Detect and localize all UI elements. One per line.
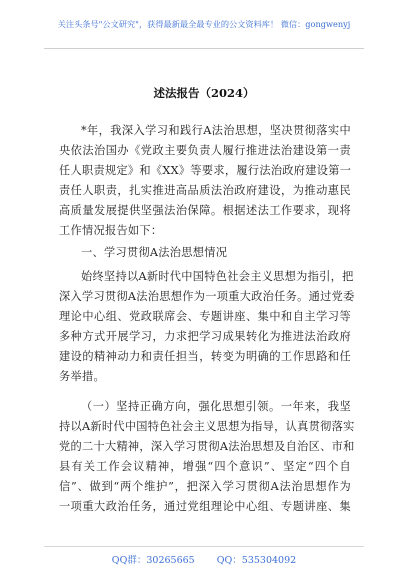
- body-line: 信”、做到“两个维护”，把深入学习贯彻A法治思想作为: [59, 480, 351, 493]
- footer-qq-group: QQ群：30265665: [111, 555, 195, 566]
- footer-contact: [0, 552, 408, 566]
- body-line: 县有关工作会议精神，增强“四个意识”、坚定“四个自: [59, 460, 351, 473]
- body-line: 高质量发展提供坚强法治保障。根据述法工作要求，现将: [59, 204, 351, 217]
- document-title: 述法报告（2024）: [153, 86, 255, 100]
- body-line: 多种方式开展学习，力求把学习成果转化为推进法治政府: [59, 330, 351, 343]
- body-line: 工作情况报告如下：: [59, 224, 163, 237]
- body-line: 持以A新时代中国特色社会主义思想为指导，认真贯彻落实: [59, 420, 355, 433]
- body-line: *年，我深入学习和践行A法治思想，坚决贯彻落实中: [81, 124, 351, 137]
- body-line: 深入学习贯彻A法治思想作为一项重大政治任务。通过党委: [59, 290, 355, 303]
- body-line: 理论中心组、党政联席会、专题讲座、集中和自主学习等: [59, 310, 351, 323]
- body-line: 党的二十大精神，深入学习贯彻A法治思想及自治区、市和: [59, 440, 355, 453]
- header-divider: [44, 48, 364, 49]
- body-line: 始终坚持以A新时代中国特色社会主义思想为指引，把: [81, 270, 354, 283]
- body-line: 任人职责规定》和《XX》等要求，履行法治政府建设第一: [59, 164, 352, 177]
- body-line: 一项重大政治任务，通过党组理论中心组、专题讲座、集: [59, 500, 351, 513]
- body-line: 央依法治国办《党政主要负责人履行推进法治建设第一责: [59, 144, 351, 157]
- header-promo: 关注头条号"公文研究"，获得最新最全最专业的公文资料库！ 微信：gongwenyj: [57, 19, 351, 29]
- footer-divider: [44, 546, 364, 547]
- body-line: （一）坚持正确方向，强化思想引领。一年来，我坚: [81, 400, 351, 413]
- section-heading: 一、学习贯彻A法治思想情况: [81, 246, 228, 259]
- body-line: 务举措。: [59, 370, 105, 383]
- body-line: 责任人职责，扎实推进高品质法治政府建设，为推动惠民: [59, 184, 351, 197]
- body-line: 建设的精神动力和责任担当，转变为明确的工作思路和任: [59, 350, 351, 363]
- footer-qq-number: QQ：535304092: [216, 555, 297, 566]
